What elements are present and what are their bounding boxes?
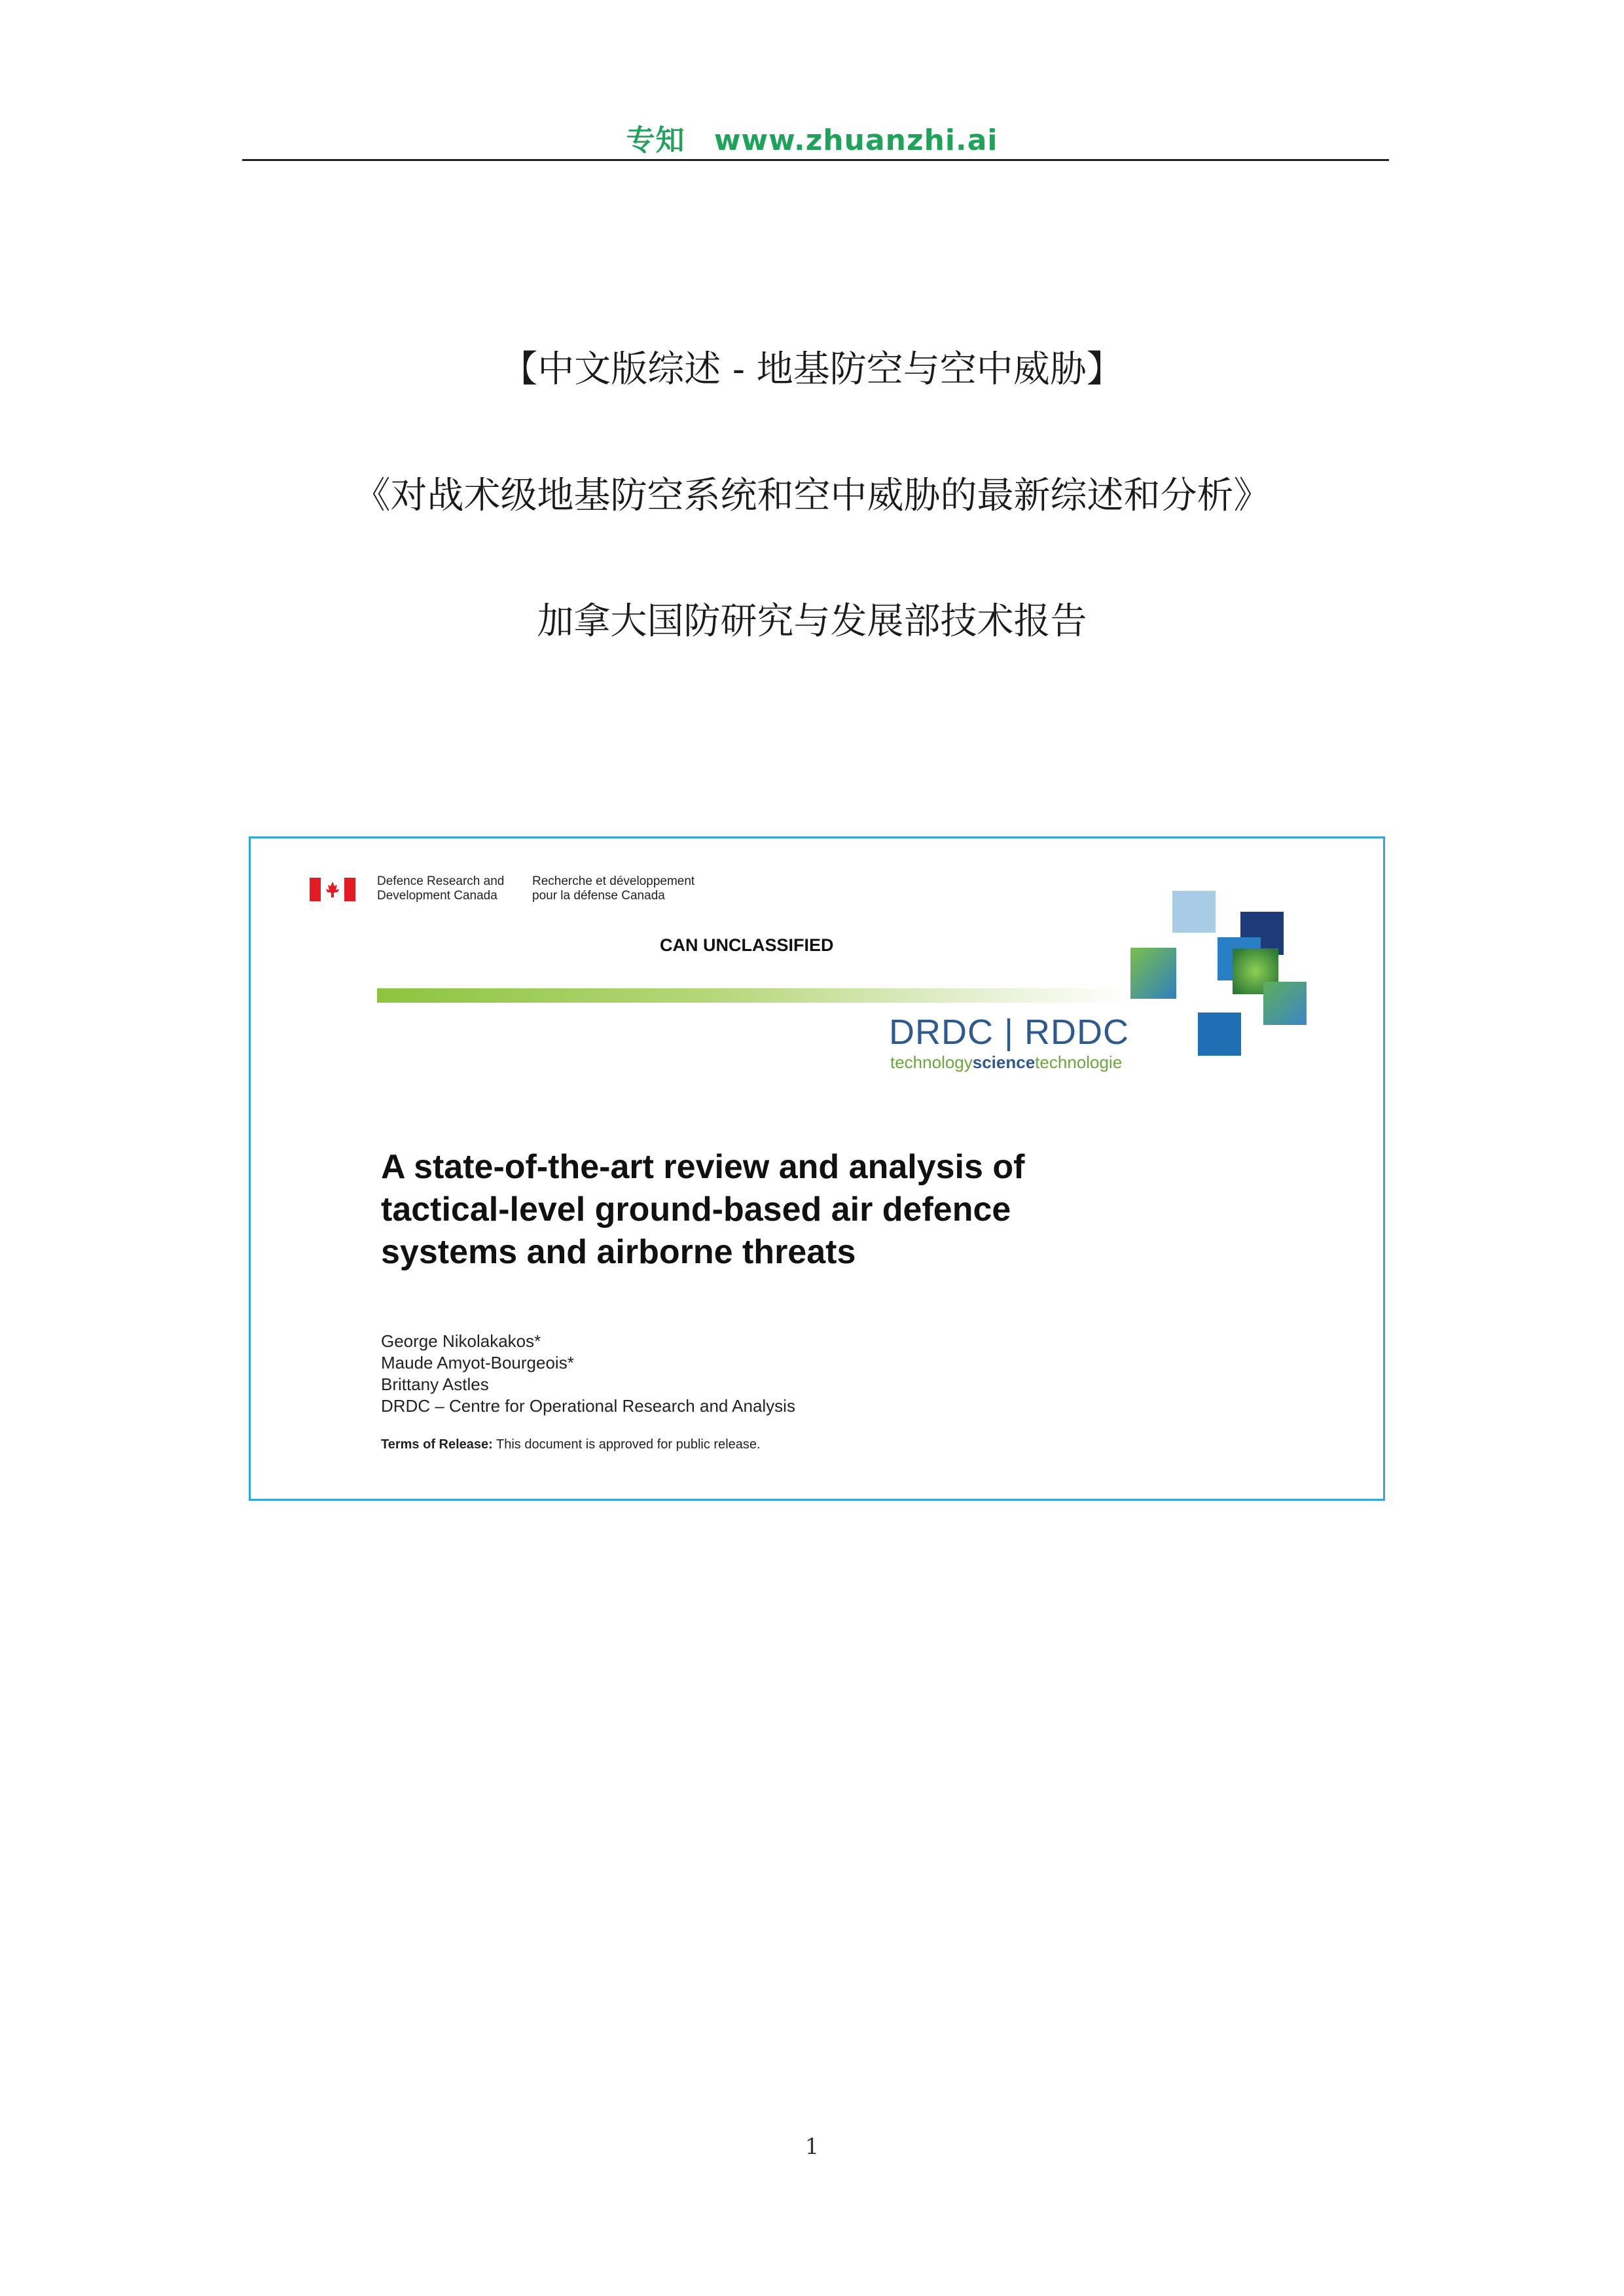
square-teal (1263, 982, 1307, 1025)
drdc-tagline (890, 1052, 1122, 1073)
org-en-line2: Development Canada (377, 889, 497, 903)
classification-label: CAN UNCLASSIFIED (660, 935, 834, 955)
header-watermark (0, 117, 1624, 158)
terms-label: Terms of Release: (381, 1437, 493, 1452)
page-number: 1 (804, 2134, 820, 2160)
terms-text: This document is approved for public release. (496, 1437, 761, 1452)
author-1: George Nikolakakos* (381, 1331, 541, 1351)
author-3: Brittany Astles (381, 1374, 489, 1394)
terms-of-release (381, 1437, 761, 1452)
square-leaf (1233, 948, 1278, 994)
english-report-title (381, 1146, 1166, 1274)
title-line-3: systems and airborne threats (381, 1233, 856, 1271)
title-line-1: A state-of-the-art review and analysis of (381, 1148, 1025, 1186)
org-en-line1: Defence Research and (377, 874, 505, 888)
canada-flag-icon (310, 878, 355, 901)
org-name-english (377, 874, 504, 903)
report-cover-image (249, 836, 1385, 1501)
cn-title-main: 【中文版综述 - 地基防空与空中威胁】 (501, 348, 1123, 391)
square-navy (1240, 912, 1284, 955)
site-name: 专知 (626, 124, 685, 157)
tagline-mid: science (972, 1052, 1036, 1072)
tagline-end: technologie (1035, 1052, 1123, 1072)
org-fr-line2: pour la défense Canada (532, 889, 665, 903)
square-green-blue (1130, 948, 1176, 999)
drdc-rddc-logo: DRDC | RDDC (889, 1013, 1130, 1052)
cn-title-review: 《对战术级地基防空系统和空中威胁的最新综述和分析》 (353, 475, 1271, 517)
tagline-start: technology (890, 1052, 973, 1072)
site-url[interactable]: www.zhuanzhi.ai (713, 124, 998, 157)
square-dark-blue (1198, 1013, 1241, 1056)
author-2: Maude Amyot-Bourgeois* (381, 1353, 574, 1372)
square-mid-blue (1218, 937, 1261, 980)
org-fr-line1: Recherche et développement (532, 874, 695, 888)
green-gradient-bar (377, 988, 1130, 1003)
author-list (381, 1331, 795, 1417)
cn-title-report: 加拿大国防研究与发展部技术报告 (537, 600, 1087, 643)
square-light-blue (1172, 891, 1216, 933)
author-affiliation: DRDC – Centre for Operational Research and Analysis (381, 1396, 795, 1416)
title-line-2: tactical-level ground-based air defence (381, 1191, 1011, 1229)
org-name-french (532, 874, 695, 903)
header-divider (242, 159, 1389, 161)
